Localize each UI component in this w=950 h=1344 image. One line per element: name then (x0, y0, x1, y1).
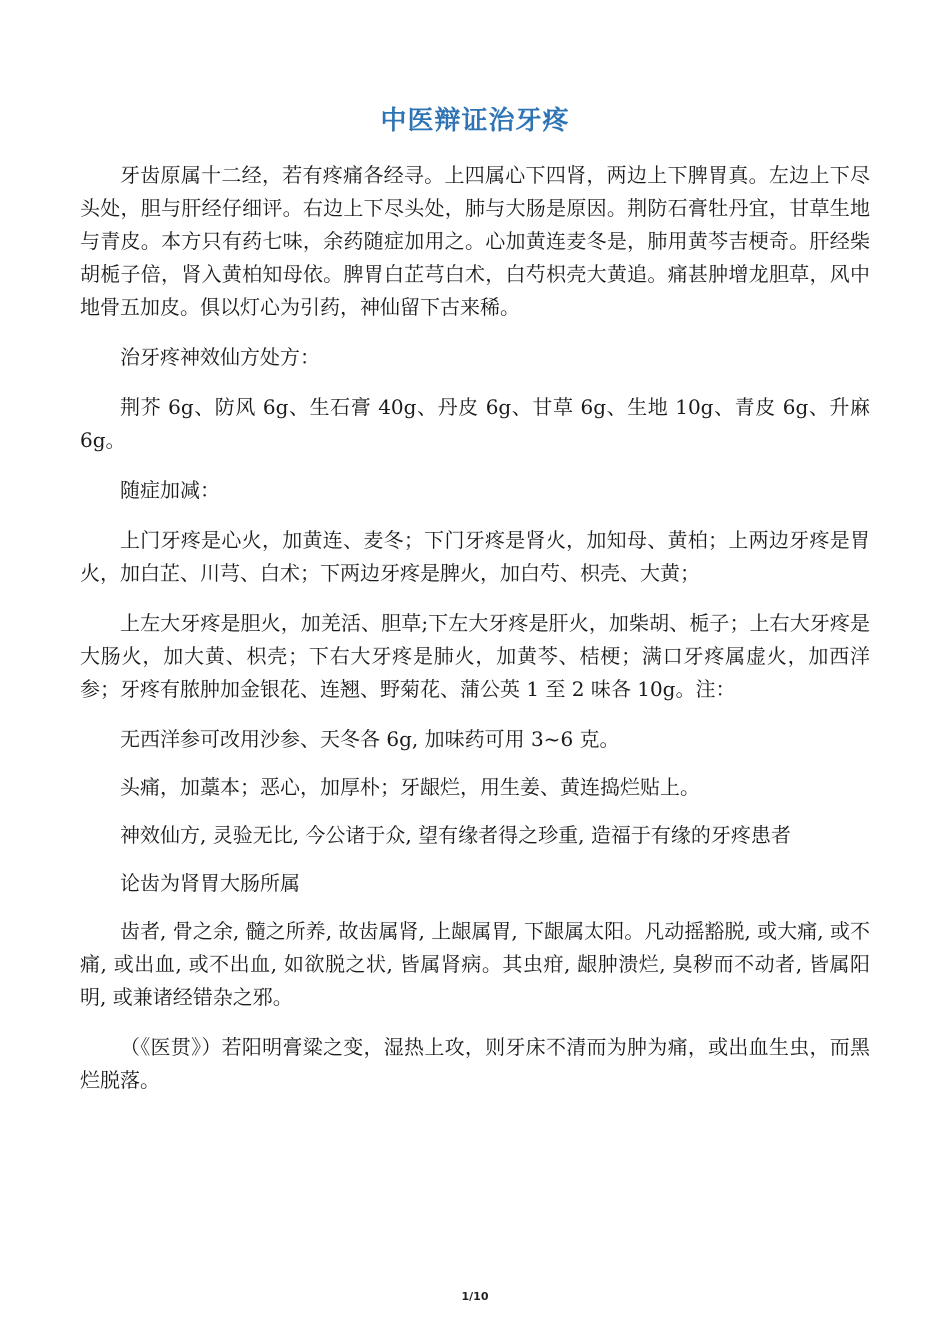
paragraph-prescription: 荆芥 6g、防风 6g、生石膏 40g、丹皮 6g、甘草 6g、生地 10g、青皮 6g、升麻 6g。 (80, 395, 870, 452)
paragraph-section-heading: 论齿为肾胃大肠所属 (120, 871, 300, 895)
paragraph-substitution-note: 无西洋参可改用沙参、天冬各 6g, 加味药可用 3~6 克。 (120, 727, 620, 751)
paragraph-prescription-heading: 治牙疼神效仙方处方： (120, 345, 320, 369)
paragraph-yiguan-quote: （《医贯》）若阳明膏粱之变，湿热上攻，则牙床不清而为肿为痛，或出血生虫，而黑烂脱落。 (80, 1035, 870, 1092)
paragraph-tooth-meridians: 牙齿原属十二经，若有疼痛各经寻。上四属心下四肾，两边上下脾胃真。左边上下尽头处，胆与肝经仔细评。右边上下尽头处，肺与大肠是原因。荆防石膏牡丹宜，甘草生地与青皮。本方只有药七味，余药随症加用之。心加黄连麦冬是，肺用黄芩吉梗奇。肝经柴胡栀子倍，肾入黄柏知母依。脾胃白芷芎白术，白芍枳壳大黄追。痛甚肿增龙胆草，风中地骨五加皮。俱以灯心为引药，神仙留下古来稀。 (80, 163, 870, 319)
document-title: 中医辩证治牙疼 (380, 106, 570, 136)
paragraph-blessing: 神效仙方, 灵验无比, 今公诸于众, 望有缘者得之珍重, 造福于有缘的牙疼患者 (120, 823, 791, 847)
paragraph-front-teeth: 上门牙疼是心火，加黄连、麦冬；下门牙疼是肾火，加知母、黄柏；上两边牙疼是胃火，加白芷、川芎、白术；下两边牙疼是脾火，加白芍、枳壳、大黄； (80, 528, 870, 585)
paragraph-modification-heading: 随症加减： (120, 478, 220, 502)
paragraph-molars: 上左大牙疼是胆火，加羌活、胆草;下左大牙疼是肝火，加柴胡、栀子；上右大牙疼是大肠火，加大黄、枳壳；下右大牙疼是肺火，加黄芩、桔梗；满口牙疼属虚火，加西洋参；牙疼有脓肿加金银花、连翘、野菊花、蒲公英 1 至 2 味各 10g。注： (80, 611, 870, 701)
paragraph-symptom-additions: 头痛，加藁本；恶心，加厚朴；牙龈烂，用生姜、黄连捣烂贴上。 (120, 775, 700, 799)
document-body (80, 100, 870, 1114)
page-number: 1/10 (461, 1290, 489, 1303)
paragraph-teeth-theory: 齿者, 骨之余, 髓之所养, 故齿属肾, 上龈属胃, 下龈属太阳。凡动摇豁脱, 或大痛, 或不痛, 或出血, 或不出血, 如欲脱之状, 皆属肾病。其虫疳, 龈肿溃烂, 臭秽而不动者, 皆属阳明, 或兼诸经错杂之邪。 (80, 919, 870, 1009)
